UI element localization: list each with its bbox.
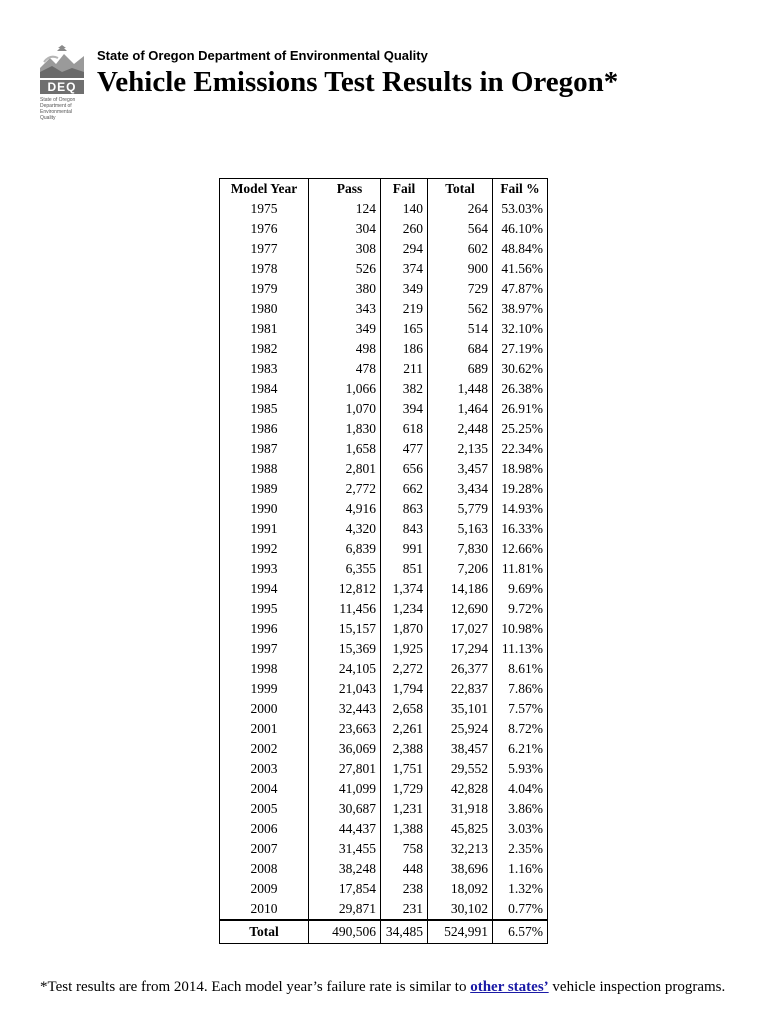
table-row xyxy=(220,339,548,359)
table-cell: 9.69% xyxy=(493,579,548,599)
emissions-table xyxy=(219,178,548,944)
table-cell: 140 xyxy=(381,199,428,219)
table-cell: 477 xyxy=(381,439,428,459)
table-cell: 3,457 xyxy=(428,459,493,479)
table-cell: 382 xyxy=(381,379,428,399)
table-row xyxy=(220,459,548,479)
table-cell: 45,825 xyxy=(428,819,493,839)
table-cell: 448 xyxy=(381,859,428,879)
table-cell: 1995 xyxy=(220,599,309,619)
table-row xyxy=(220,559,548,579)
table-cell: 17,854 xyxy=(309,879,381,899)
table-cell: 1994 xyxy=(220,579,309,599)
other-states-link[interactable]: other states’ xyxy=(470,979,549,995)
table-cell: 1992 xyxy=(220,539,309,559)
table-cell: 27.19% xyxy=(493,339,548,359)
table-cell: 294 xyxy=(381,239,428,259)
table-row xyxy=(220,479,548,499)
table-row xyxy=(220,359,548,379)
table-cell: 2,135 xyxy=(428,439,493,459)
table-header-row xyxy=(220,179,548,200)
table-cell: 900 xyxy=(428,259,493,279)
table-cell: 656 xyxy=(381,459,428,479)
table-cell: 5,779 xyxy=(428,499,493,519)
table-cell: 30,687 xyxy=(309,799,381,819)
table-cell: 2,388 xyxy=(381,739,428,759)
table-cell: 7,830 xyxy=(428,539,493,559)
table-cell: 5,163 xyxy=(428,519,493,539)
table-cell: 2.35% xyxy=(493,839,548,859)
table-cell: 3.86% xyxy=(493,799,548,819)
table-cell: 2007 xyxy=(220,839,309,859)
table-cell: 689 xyxy=(428,359,493,379)
table-cell: 1,925 xyxy=(381,639,428,659)
table-cell: 32,443 xyxy=(309,699,381,719)
table-cell: 1,231 xyxy=(381,799,428,819)
table-cell: 684 xyxy=(428,339,493,359)
table-cell: 1,658 xyxy=(309,439,381,459)
table-cell: 1981 xyxy=(220,319,309,339)
deq-logo xyxy=(40,42,92,121)
table-row xyxy=(220,259,548,279)
table-cell: 2,261 xyxy=(381,719,428,739)
table-cell: 38,248 xyxy=(309,859,381,879)
table-cell: 2009 xyxy=(220,879,309,899)
table-cell: 260 xyxy=(381,219,428,239)
table-row xyxy=(220,219,548,239)
table-cell: 16.33% xyxy=(493,519,548,539)
column-header: Pass xyxy=(309,179,381,200)
table-cell: 32,213 xyxy=(428,839,493,859)
table-row xyxy=(220,199,548,219)
table-cell: 1.16% xyxy=(493,859,548,879)
table-cell: 15,157 xyxy=(309,619,381,639)
table-cell: 30,102 xyxy=(428,899,493,920)
table-cell: 7.57% xyxy=(493,699,548,719)
table-cell: 602 xyxy=(428,239,493,259)
table-cell: 1987 xyxy=(220,439,309,459)
table-cell: 21,043 xyxy=(309,679,381,699)
table-cell: 38,696 xyxy=(428,859,493,879)
table-cell: 349 xyxy=(309,319,381,339)
table-row xyxy=(220,519,548,539)
table-cell: 31,455 xyxy=(309,839,381,859)
table-cell: 1999 xyxy=(220,679,309,699)
table-row xyxy=(220,879,548,899)
table-cell: 1975 xyxy=(220,199,309,219)
table-row xyxy=(220,679,548,699)
table-cell: 1988 xyxy=(220,459,309,479)
table-cell: 1976 xyxy=(220,219,309,239)
table-cell: 394 xyxy=(381,399,428,419)
table-row xyxy=(220,619,548,639)
mountain-logo-icon xyxy=(40,42,84,78)
table-cell: 349 xyxy=(381,279,428,299)
table-row xyxy=(220,579,548,599)
table-cell: 26.38% xyxy=(493,379,548,399)
table-cell: 41.56% xyxy=(493,259,548,279)
table-cell: 17,027 xyxy=(428,619,493,639)
table-cell: 2,801 xyxy=(309,459,381,479)
table-cell: 12.66% xyxy=(493,539,548,559)
table-cell: 11,456 xyxy=(309,599,381,619)
column-header: Total xyxy=(428,179,493,200)
table-cell: 1,751 xyxy=(381,759,428,779)
table-cell: 843 xyxy=(381,519,428,539)
table-cell: 2,658 xyxy=(381,699,428,719)
table-cell: 264 xyxy=(428,199,493,219)
table-cell: 1,066 xyxy=(309,379,381,399)
table-cell: 15,369 xyxy=(309,639,381,659)
table-cell: 4,916 xyxy=(309,499,381,519)
table-cell: 2,272 xyxy=(381,659,428,679)
table-cell: 562 xyxy=(428,299,493,319)
table-row xyxy=(220,439,548,459)
page-title: Vehicle Emissions Test Results in Oregon* xyxy=(97,66,619,98)
table-cell: 1980 xyxy=(220,299,309,319)
table-cell: 1986 xyxy=(220,419,309,439)
table-cell: 1,374 xyxy=(381,579,428,599)
table-row xyxy=(220,239,548,259)
table-cell: 1977 xyxy=(220,239,309,259)
table-cell: 23,663 xyxy=(309,719,381,739)
table-cell: 6,355 xyxy=(309,559,381,579)
table-cell: 7,206 xyxy=(428,559,493,579)
table-cell: 374 xyxy=(381,259,428,279)
agency-name: State of Oregon Department of Environmental Quality xyxy=(97,48,428,63)
table-cell: 44,437 xyxy=(309,819,381,839)
table-cell: 165 xyxy=(381,319,428,339)
table-cell: 18,092 xyxy=(428,879,493,899)
table-cell: 46.10% xyxy=(493,219,548,239)
table-cell: 1,464 xyxy=(428,399,493,419)
table-cell: 1993 xyxy=(220,559,309,579)
table-cell: 29,552 xyxy=(428,759,493,779)
table-cell: 8.61% xyxy=(493,659,548,679)
table-cell: 14.93% xyxy=(493,499,548,519)
table-cell: 2008 xyxy=(220,859,309,879)
table-cell: 30.62% xyxy=(493,359,548,379)
table-cell: 38.97% xyxy=(493,299,548,319)
table-cell: 48.84% xyxy=(493,239,548,259)
table-cell: 2004 xyxy=(220,779,309,799)
table-row xyxy=(220,499,548,519)
table-cell: 991 xyxy=(381,539,428,559)
table-cell: 2,772 xyxy=(309,479,381,499)
table-row xyxy=(220,819,548,839)
table-row xyxy=(220,379,548,399)
table-cell: 1991 xyxy=(220,519,309,539)
table-cell: 3.03% xyxy=(493,819,548,839)
table-cell: 47.87% xyxy=(493,279,548,299)
table-cell: 380 xyxy=(309,279,381,299)
table-row xyxy=(220,279,548,299)
table-cell: 2005 xyxy=(220,799,309,819)
table-cell: 53.03% xyxy=(493,199,548,219)
table-cell: 6,839 xyxy=(309,539,381,559)
table-cell: 27,801 xyxy=(309,759,381,779)
logo-caption: State of Oregon Department of Environmental Quality xyxy=(40,97,76,121)
table-cell: 1978 xyxy=(220,259,309,279)
table-row xyxy=(220,539,548,559)
table-cell: 124 xyxy=(309,199,381,219)
table-cell: 5.93% xyxy=(493,759,548,779)
table-cell: 6.57% xyxy=(493,920,548,944)
total-row xyxy=(220,920,548,944)
table-cell: 1983 xyxy=(220,359,309,379)
table-row xyxy=(220,599,548,619)
footnote-text-end: vehicle inspection programs. xyxy=(548,979,726,995)
table-cell: 36,069 xyxy=(309,739,381,759)
table-cell: 10.98% xyxy=(493,619,548,639)
table-cell: 0.77% xyxy=(493,899,548,920)
table-cell: 2003 xyxy=(220,759,309,779)
table-cell: 26.91% xyxy=(493,399,548,419)
table-cell: 851 xyxy=(381,559,428,579)
table-cell: 498 xyxy=(309,339,381,359)
table-cell: 22,837 xyxy=(428,679,493,699)
table-cell: 6.21% xyxy=(493,739,548,759)
table-cell: 308 xyxy=(309,239,381,259)
table-body xyxy=(220,199,548,944)
table-cell: 25,924 xyxy=(428,719,493,739)
table-cell: 304 xyxy=(309,219,381,239)
table-cell: 186 xyxy=(381,339,428,359)
table-row xyxy=(220,659,548,679)
table-cell: 8.72% xyxy=(493,719,548,739)
table-cell: 25.25% xyxy=(493,419,548,439)
table-row xyxy=(220,299,548,319)
table-cell: 38,457 xyxy=(428,739,493,759)
table-cell: 1997 xyxy=(220,639,309,659)
table-cell: 29,871 xyxy=(309,899,381,920)
table-cell: Total xyxy=(220,920,309,944)
table-cell: 1,448 xyxy=(428,379,493,399)
table-cell: 1989 xyxy=(220,479,309,499)
table-cell: 211 xyxy=(381,359,428,379)
table-cell: 1,830 xyxy=(309,419,381,439)
column-header: Fail % xyxy=(493,179,548,200)
table-row xyxy=(220,719,548,739)
table-cell: 1.32% xyxy=(493,879,548,899)
table-row xyxy=(220,739,548,759)
column-header: Model Year xyxy=(220,179,309,200)
table-cell: 35,101 xyxy=(428,699,493,719)
table-cell: 18.98% xyxy=(493,459,548,479)
table-row xyxy=(220,699,548,719)
table-cell: 2001 xyxy=(220,719,309,739)
table-cell: 2010 xyxy=(220,899,309,920)
table-row xyxy=(220,779,548,799)
table-cell: 729 xyxy=(428,279,493,299)
table-cell: 1,729 xyxy=(381,779,428,799)
table-row xyxy=(220,899,548,920)
table-cell: 564 xyxy=(428,219,493,239)
table-cell: 618 xyxy=(381,419,428,439)
table-row xyxy=(220,639,548,659)
table-cell: 758 xyxy=(381,839,428,859)
table-cell: 1,794 xyxy=(381,679,428,699)
table-cell: 1985 xyxy=(220,399,309,419)
table-cell: 9.72% xyxy=(493,599,548,619)
table-cell: 343 xyxy=(309,299,381,319)
table-cell: 1,070 xyxy=(309,399,381,419)
table-cell: 238 xyxy=(381,879,428,899)
table-row xyxy=(220,399,548,419)
table-cell: 662 xyxy=(381,479,428,499)
table-cell: 1990 xyxy=(220,499,309,519)
table-cell: 2000 xyxy=(220,699,309,719)
table-cell: 514 xyxy=(428,319,493,339)
footnote xyxy=(40,978,740,997)
table-cell: 34,485 xyxy=(381,920,428,944)
table-cell: 31,918 xyxy=(428,799,493,819)
table-cell: 1998 xyxy=(220,659,309,679)
table-cell: 526 xyxy=(309,259,381,279)
table-cell: 12,812 xyxy=(309,579,381,599)
table-cell: 1,234 xyxy=(381,599,428,619)
table-cell: 1,388 xyxy=(381,819,428,839)
table-cell: 26,377 xyxy=(428,659,493,679)
table-cell: 11.13% xyxy=(493,639,548,659)
table-cell: 1996 xyxy=(220,619,309,639)
table-cell: 41,099 xyxy=(309,779,381,799)
table-cell: 478 xyxy=(309,359,381,379)
table-cell: 32.10% xyxy=(493,319,548,339)
footnote-text: *Test results are from 2014. Each model year’s failure rate is similar to xyxy=(40,979,471,995)
table-cell: 1979 xyxy=(220,279,309,299)
table-cell: 17,294 xyxy=(428,639,493,659)
table-row xyxy=(220,759,548,779)
table-row xyxy=(220,799,548,819)
table-cell: 524,991 xyxy=(428,920,493,944)
table-cell: 3,434 xyxy=(428,479,493,499)
table-cell: 14,186 xyxy=(428,579,493,599)
table-cell: 863 xyxy=(381,499,428,519)
table-cell: 1,870 xyxy=(381,619,428,639)
table-cell: 4.04% xyxy=(493,779,548,799)
table-cell: 4,320 xyxy=(309,519,381,539)
table-cell: 2,448 xyxy=(428,419,493,439)
table-cell: 1984 xyxy=(220,379,309,399)
table-row xyxy=(220,839,548,859)
table-cell: 22.34% xyxy=(493,439,548,459)
table-cell: 11.81% xyxy=(493,559,548,579)
table-cell: 2006 xyxy=(220,819,309,839)
table-row xyxy=(220,419,548,439)
table-cell: 1982 xyxy=(220,339,309,359)
table-cell: 490,506 xyxy=(309,920,381,944)
table-cell: 231 xyxy=(381,899,428,920)
table-cell: 19.28% xyxy=(493,479,548,499)
table-cell: 12,690 xyxy=(428,599,493,619)
table-cell: 2002 xyxy=(220,739,309,759)
table-row xyxy=(220,319,548,339)
table-cell: 7.86% xyxy=(493,679,548,699)
table-row xyxy=(220,859,548,879)
table-cell: 24,105 xyxy=(309,659,381,679)
column-header: Fail xyxy=(381,179,428,200)
table-cell: 219 xyxy=(381,299,428,319)
deq-abbr: DEQ xyxy=(40,80,84,94)
table-cell: 42,828 xyxy=(428,779,493,799)
